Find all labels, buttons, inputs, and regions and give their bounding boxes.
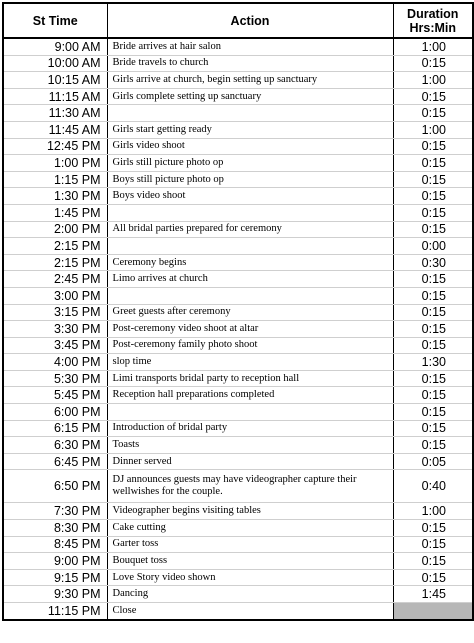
start-time-cell: 12:45 PM xyxy=(3,138,107,155)
action-cell xyxy=(107,105,393,122)
start-time-cell: 11:30 AM xyxy=(3,105,107,122)
start-time-cell: 3:00 PM xyxy=(3,287,107,304)
duration-cell: 0:15 xyxy=(393,387,473,404)
duration-cell: 0:15 xyxy=(393,55,473,72)
action-cell: Girls start getting ready xyxy=(107,121,393,138)
duration-cell: 0:15 xyxy=(393,370,473,387)
table-row xyxy=(3,138,473,155)
duration-cell: 0:15 xyxy=(393,188,473,205)
table-row xyxy=(3,354,473,371)
header-action: Action xyxy=(107,3,393,38)
table-row xyxy=(3,155,473,172)
table-row xyxy=(3,453,473,470)
duration-cell: 1:00 xyxy=(393,38,473,55)
table-row xyxy=(3,603,473,620)
duration-cell: 1:00 xyxy=(393,72,473,89)
action-cell: Girls video shoot xyxy=(107,138,393,155)
header-time: St Time xyxy=(3,3,107,38)
action-cell: Love Story video shown xyxy=(107,569,393,586)
duration-cell: 0:30 xyxy=(393,254,473,271)
action-cell: Boys still picture photo op xyxy=(107,171,393,188)
action-cell: Ceremony begins xyxy=(107,254,393,271)
table-row xyxy=(3,238,473,255)
duration-cell: 0:40 xyxy=(393,470,473,503)
action-cell: Boys video shoot xyxy=(107,188,393,205)
start-time-cell: 6:45 PM xyxy=(3,453,107,470)
action-cell: Cake cutting xyxy=(107,520,393,537)
start-time-cell: 6:15 PM xyxy=(3,420,107,437)
action-cell: Dinner served xyxy=(107,453,393,470)
action-cell: Limi transports bridal party to reception hall xyxy=(107,370,393,387)
action-cell: Garter toss xyxy=(107,536,393,553)
action-cell xyxy=(107,470,393,503)
duration-cell: 0:15 xyxy=(393,138,473,155)
action-cell: Reception hall preparations completed xyxy=(107,387,393,404)
start-time-cell: 2:15 PM xyxy=(3,238,107,255)
schedule-body xyxy=(3,38,473,620)
header-duration-line2: Hrs:Min xyxy=(409,20,457,35)
action-cell: Videographer begins visiting tables xyxy=(107,503,393,520)
duration-cell: 0:15 xyxy=(393,287,473,304)
table-row xyxy=(3,287,473,304)
start-time-cell: 3:45 PM xyxy=(3,337,107,354)
action-cell: Bride arrives at hair salon xyxy=(107,38,393,55)
table-row xyxy=(3,404,473,421)
table-row xyxy=(3,204,473,221)
start-time-cell: 2:45 PM xyxy=(3,271,107,288)
table-row xyxy=(3,271,473,288)
table-row xyxy=(3,553,473,570)
schedule-table xyxy=(2,2,474,621)
action-cell: Post-ceremony video shoot at altar xyxy=(107,321,393,338)
duration-cell: 0:15 xyxy=(393,337,473,354)
start-time-cell: 1:45 PM xyxy=(3,204,107,221)
duration-cell: 0:15 xyxy=(393,271,473,288)
table-row xyxy=(3,171,473,188)
start-time-cell: 9:00 PM xyxy=(3,553,107,570)
start-time-cell: 9:00 AM xyxy=(3,38,107,55)
table-row xyxy=(3,536,473,553)
table-row xyxy=(3,38,473,55)
table-row xyxy=(3,387,473,404)
duration-cell: 1:00 xyxy=(393,121,473,138)
action-cell: Greet guests after ceremony xyxy=(107,304,393,321)
start-time-cell: 1:30 PM xyxy=(3,188,107,205)
action-cell: Dancing xyxy=(107,586,393,603)
duration-cell: 0:15 xyxy=(393,88,473,105)
start-time-cell: 2:15 PM xyxy=(3,254,107,271)
start-time-cell: 11:15 PM xyxy=(3,603,107,620)
duration-cell: 0:15 xyxy=(393,171,473,188)
duration-cell: 1:45 xyxy=(393,586,473,603)
start-time-cell: 6:50 PM xyxy=(3,470,107,503)
action-cell xyxy=(107,204,393,221)
action-cell: Bride travels to church xyxy=(107,55,393,72)
table-row xyxy=(3,121,473,138)
header-row xyxy=(3,3,473,38)
action-cell xyxy=(107,404,393,421)
table-row xyxy=(3,188,473,205)
action-cell: Close xyxy=(107,603,393,620)
start-time-cell: 6:30 PM xyxy=(3,437,107,454)
duration-cell: 0:15 xyxy=(393,420,473,437)
duration-cell: 0:15 xyxy=(393,204,473,221)
table-row xyxy=(3,503,473,520)
start-time-cell: 1:00 PM xyxy=(3,155,107,172)
table-row xyxy=(3,321,473,338)
action-cell: Limo arrives at church xyxy=(107,271,393,288)
table-row xyxy=(3,304,473,321)
table-row xyxy=(3,437,473,454)
start-time-cell: 6:00 PM xyxy=(3,404,107,421)
action-cell: Toasts xyxy=(107,437,393,454)
table-row xyxy=(3,337,473,354)
duration-cell: 0:15 xyxy=(393,321,473,338)
duration-cell: 0:15 xyxy=(393,569,473,586)
start-time-cell: 7:30 PM xyxy=(3,503,107,520)
duration-cell: 0:15 xyxy=(393,536,473,553)
start-time-cell: 8:45 PM xyxy=(3,536,107,553)
start-time-cell: 10:15 AM xyxy=(3,72,107,89)
action-cell: All bridal parties prepared for ceremony xyxy=(107,221,393,238)
start-time-cell: 3:30 PM xyxy=(3,321,107,338)
start-time-cell: 2:00 PM xyxy=(3,221,107,238)
start-time-cell: 11:15 AM xyxy=(3,88,107,105)
table-row xyxy=(3,520,473,537)
table-row xyxy=(3,254,473,271)
start-time-cell: 3:15 PM xyxy=(3,304,107,321)
duration-cell: 0:15 xyxy=(393,553,473,570)
duration-cell: 0:00 xyxy=(393,238,473,255)
duration-cell: 0:15 xyxy=(393,520,473,537)
start-time-cell: 9:15 PM xyxy=(3,569,107,586)
action-line-2: wellwishes for the couple. xyxy=(112,486,223,498)
duration-cell: 0:15 xyxy=(393,105,473,122)
table-row xyxy=(3,72,473,89)
action-cell: Girls arrive at church, begin setting up sanctuary xyxy=(107,72,393,89)
action-cell: Introduction of bridal party xyxy=(107,420,393,437)
action-cell: slop time xyxy=(107,354,393,371)
start-time-cell: 1:15 PM xyxy=(3,171,107,188)
table-row xyxy=(3,370,473,387)
action-cell: Bouquet toss xyxy=(107,553,393,570)
start-time-cell: 10:00 AM xyxy=(3,55,107,72)
header-duration xyxy=(393,3,473,38)
table-row xyxy=(3,221,473,238)
start-time-cell: 11:45 AM xyxy=(3,121,107,138)
table-row xyxy=(3,569,473,586)
table-row xyxy=(3,105,473,122)
duration-cell xyxy=(393,603,473,620)
table-row xyxy=(3,88,473,105)
duration-cell: 0:15 xyxy=(393,304,473,321)
duration-cell: 1:00 xyxy=(393,503,473,520)
header-duration-line1: Duration xyxy=(407,6,459,21)
action-cell xyxy=(107,238,393,255)
duration-cell: 1:30 xyxy=(393,354,473,371)
action-cell: Girls still picture photo op xyxy=(107,155,393,172)
action-cell: Post-ceremony family photo shoot xyxy=(107,337,393,354)
duration-cell: 0:15 xyxy=(393,437,473,454)
action-cell: Girls complete setting up sanctuary xyxy=(107,88,393,105)
table-row xyxy=(3,586,473,603)
table-row xyxy=(3,470,473,503)
action-cell xyxy=(107,287,393,304)
start-time-cell: 9:30 PM xyxy=(3,586,107,603)
start-time-cell: 5:30 PM xyxy=(3,370,107,387)
start-time-cell: 4:00 PM xyxy=(3,354,107,371)
duration-cell: 0:15 xyxy=(393,155,473,172)
start-time-cell: 8:30 PM xyxy=(3,520,107,537)
table-row xyxy=(3,420,473,437)
duration-cell: 0:05 xyxy=(393,453,473,470)
duration-cell: 0:15 xyxy=(393,404,473,421)
start-time-cell: 5:45 PM xyxy=(3,387,107,404)
action-line-1: DJ announces guests may have videographer capture their xyxy=(112,474,357,486)
table-row xyxy=(3,55,473,72)
duration-cell: 0:15 xyxy=(393,221,473,238)
